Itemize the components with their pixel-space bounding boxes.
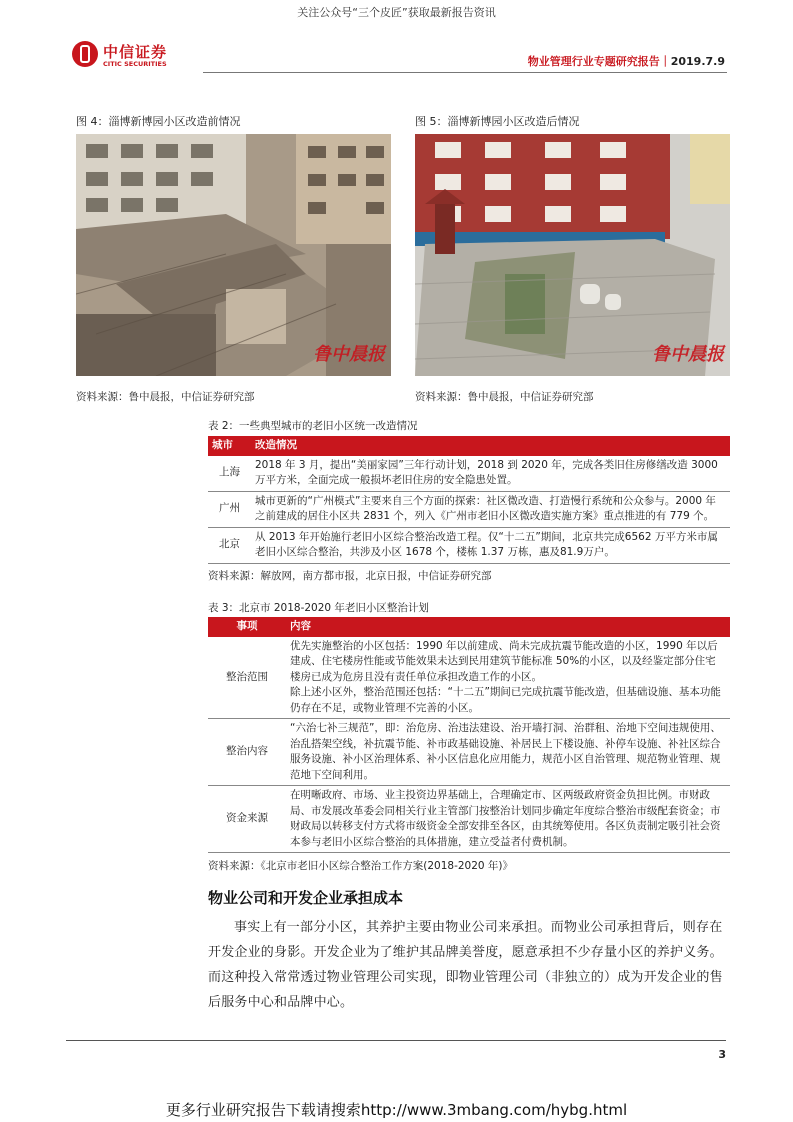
report-date: 2019.7.9 [670, 55, 725, 68]
table-cell-text [286, 637, 730, 719]
table-row [208, 491, 730, 527]
table-row [208, 456, 730, 492]
body-paragraph: 事实上有一部分小区，其养护主要由物业公司来承担。而物业公司承担背后，则存在开发企业的身影。开发企业为了维护其品牌美誉度，愿意承担不少存量小区的养护义务。而这种投入常常透过物业管理公司实现，即物业管理公司（非独立的）成为开发企业的售后服务中心和品牌中心。 [208, 920, 723, 1010]
table-cell-text: 在明晰政府、市场、业主投资边界基础上，合理确定市、区两级政府资金负担比例。市财政局、市发展改革委会同相关行业主管部门按整治计划同步确定年度综合整治市级配套资金；市财政局以转移支付方式将市级资金全部安排至各区，由其统筹使用。各区负责制定吸引社会资本参与老旧小区综合整治的具体措施，建立受益者付费机制。 [286, 786, 730, 853]
table-cell-city: 上海 [208, 456, 251, 492]
table-cell-item: 资金来源 [208, 786, 286, 853]
table-3-source: 资料来源：《北京市老旧小区综合整治工作方案(2018-2020 年)》 [208, 860, 514, 872]
photo-watermark: 鲁中晨报 [313, 344, 385, 365]
table-2-title: 表 2：一些典型城市的老旧小区统一改造情况 [208, 420, 418, 432]
table-cell-text: “六治七补三规范”，即：治危房、治违法建设、治开墙打洞、治群租、治地下空间违规使用、治乱搭架空线，补抗震节能、补市政基础设施、补居民上下楼设施、补停车设施、补社区综合服务设施、补小区治理体系、补小区信息化应用能力，规范小区自治管理、规范物业管理、规范地下空间利用。 [286, 719, 730, 786]
page-number: 3 [718, 1048, 726, 1061]
report-title: 物业管理行业专题研究报告 [527, 55, 660, 68]
table-cell-city: 广州 [208, 491, 251, 527]
figure-5-caption: 图 5：淄博新博园小区改造后情况 [415, 115, 580, 128]
table-row [208, 527, 730, 563]
brand-name-cn: 中信证券 [103, 43, 168, 61]
photo-watermark: 鲁中晨报 [652, 344, 724, 365]
table-3 [208, 617, 730, 853]
table-3-title: 表 3：北京市 2018-2020 年老旧小区整治计划 [208, 602, 429, 614]
header-separator: ｜ [659, 55, 671, 68]
table-cell-text: 从 2013 年开始施行老旧小区综合整治改造工程。仅“十二五”期间，北京共完成6562 万平方米市属老旧小区综合整治，共涉及小区 1678 个，楼栋 1.37 万栋，惠及81.9万户。 [251, 527, 730, 563]
section-heading: 物业公司和开发企业承担成本 [208, 889, 404, 907]
table-row [208, 719, 730, 786]
figure-5-source: 资料来源：鲁中晨报，中信证券研究部 [415, 391, 594, 403]
figure-4-photo [76, 134, 391, 376]
table-row [208, 786, 730, 853]
header-divider [203, 72, 727, 73]
table-2-source: 资料来源：解放网，南方都市报，北京日报，中信证券研究部 [208, 570, 492, 582]
table-header-cell: 城市 [208, 436, 251, 456]
table-cell-paragraph: 优先实施整治的小区包括：1990 年以前建成、尚未完成抗震节能改造的小区，1990 年以后建成、住宅楼房性能或节能效果未达到民用建筑节能标准 50%的小区，以及经鉴定部分住宅楼房已成为危房且没有责任单位承担改造工作的小区。 [290, 639, 718, 683]
table-row [208, 637, 730, 719]
table-header-cell: 事项 [208, 617, 286, 637]
brand-name-en: CITIC SECURITIES [103, 60, 167, 68]
table-cell-paragraph: 除上述小区外，整治范围还包括：“十二五”期间已完成抗震节能改造，但基础设施、基本功能仍存在不足，或物业管理不完善的小区。 [290, 686, 721, 714]
table-cell-item: 整治内容 [208, 719, 286, 786]
table-header-row [208, 617, 730, 637]
report-header [500, 53, 725, 69]
table-header-cell: 内容 [286, 617, 730, 637]
citic-logo [72, 41, 192, 71]
table-header-row [208, 436, 730, 456]
footer-divider [66, 1040, 726, 1041]
figure-4-caption: 图 4：淄博新博园小区改造前情况 [76, 115, 241, 128]
table-cell-text: 2018 年 3 月，提出“美丽家园”三年行动计划，2018 到 2020 年，完成各类旧住房修缮改造 3000 万平方米，全面完成一般损坏老旧住房的安全隐患处置。 [251, 456, 730, 492]
bottom-banner: 更多行业研究报告下载请搜索http://www.3mbang.com/hybg.html [165, 1101, 628, 1119]
figure-4-source: 资料来源：鲁中晨报，中信证券研究部 [76, 391, 255, 403]
table-cell-item: 整治范围 [208, 637, 286, 719]
table-header-cell: 改造情况 [251, 436, 730, 456]
table-cell-city: 北京 [208, 527, 251, 563]
table-2 [208, 436, 730, 564]
figure-5-photo [415, 134, 730, 376]
citic-emblem-icon [72, 41, 98, 67]
top-banner: 关注公众号“三个皮匠”获取最新报告资讯 [297, 6, 496, 19]
table-cell-text: 城市更新的“广州模式”主要来自三个方面的探索：社区微改造、打造慢行系统和公众参与。2000 年之前建成的居住小区共 2831 个，列入《广州市老旧小区微改造实施方案》重点推进的有 779 个。 [251, 491, 730, 527]
